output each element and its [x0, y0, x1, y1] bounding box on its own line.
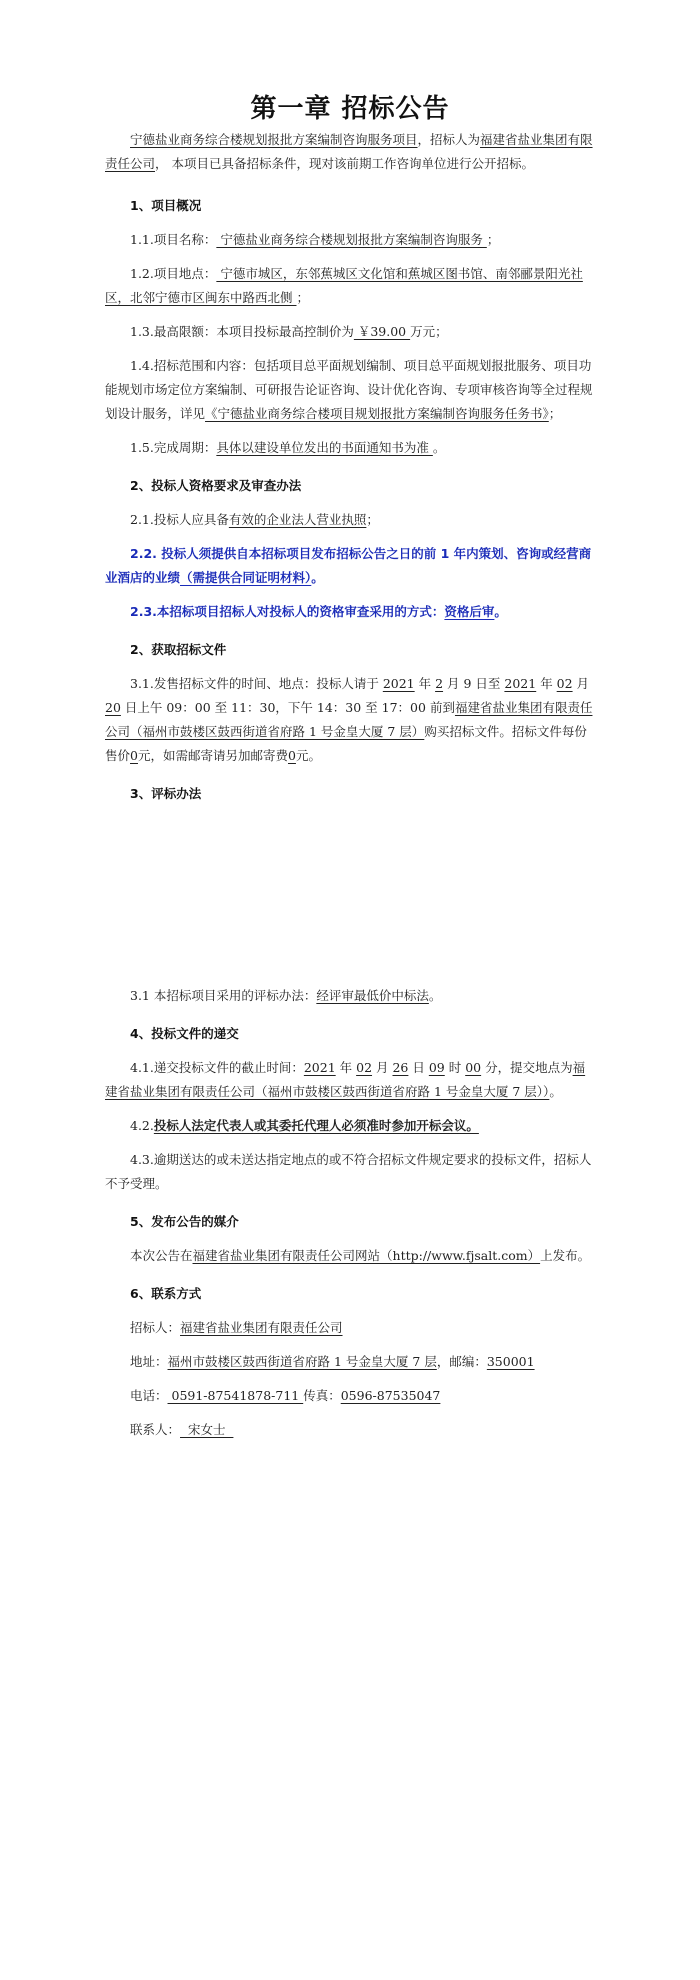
contact-tenderer: [105, 1316, 595, 1340]
contact-person-label: 联系人：: [130, 1422, 181, 1437]
section-4-heading: 3、评标办法: [130, 786, 202, 801]
item-1-4: [105, 354, 595, 426]
item-2-1-value: 有效的企业法人营业执照: [228, 512, 367, 527]
item-1-3-label: 1.3.最高限额：本项目投标最高控制价为: [130, 324, 354, 339]
section-5-heading: 4、投标文件的递交: [130, 1026, 239, 1041]
item-5-2-label: 4.2.: [130, 1118, 154, 1133]
contact-zip-value: 350001: [486, 1354, 535, 1369]
item-3-1-text-1: 3.1.发售招标文件的时间、地点：投标人请于: [130, 676, 383, 691]
deadline-month: 02: [356, 1060, 373, 1075]
item-5-1-text-4: 日: [408, 1060, 429, 1075]
evaluation-method: 经评审最低价中标法: [316, 988, 429, 1003]
media-text-2: 上发布。: [540, 1248, 591, 1263]
item-4-1-label: 3.1 本招标项目采用的评标办法：: [130, 988, 317, 1003]
item-5-1-text-3: 月: [372, 1060, 393, 1075]
item-2-2-value: （需提供合同证明材料）: [180, 570, 312, 585]
item-3-1-text-8: 元，如需邮寄请另加邮寄费: [137, 748, 288, 763]
tenderer-name: 福建省盐业集团有限责任公司: [105, 132, 593, 171]
sale-end-day: 20: [105, 700, 121, 715]
item-1-3-value: ￥39.00: [353, 324, 411, 339]
project-name: 宁德盐业商务综合楼规划报批方案编制咨询服务项目: [130, 132, 418, 147]
contact-fax-value: 0596-87535047: [340, 1388, 441, 1403]
blank-area: [105, 806, 595, 984]
contact-phone-label: 电话：: [130, 1388, 168, 1403]
contact-zip-label: ，邮编：: [436, 1354, 487, 1369]
item-5-1: [105, 1056, 595, 1104]
deadline-day: 26: [392, 1060, 409, 1075]
page-title: 第一章 招标公告: [250, 94, 450, 124]
item-1-5-end: 。: [432, 440, 446, 455]
item-3-1-text-6: 日上午 09：00 至 11：30，下午 14：30 至 17：00 前到: [120, 700, 455, 715]
item-1-3-end: 万元；: [410, 324, 448, 339]
contact-phone: [105, 1384, 595, 1408]
item-2-2: [105, 542, 595, 590]
item-3-1-text-9: 元。: [295, 748, 321, 763]
item-1-2-end: ；: [296, 290, 309, 305]
item-2-1-end: ；: [366, 512, 379, 527]
section-2-heading: 2、投标人资格要求及审查办法: [130, 478, 302, 493]
contact-address-value: 福州市鼓楼区鼓西街道省府路 1 号金皇大厦 7 层: [167, 1354, 437, 1369]
item-5-1-text-5: 时: [444, 1060, 466, 1075]
contact-tenderer-value: 福建省盐业集团有限责任公司: [180, 1320, 343, 1335]
item-1-3: [105, 320, 595, 344]
section-6-heading: 5、发布公告的媒介: [130, 1214, 239, 1229]
document-body: [105, 128, 595, 1442]
item-5-1-text-7: 。: [549, 1084, 562, 1099]
item-3-1-text-2: 年: [414, 676, 436, 691]
contact-address: [105, 1350, 595, 1374]
item-5-1-text-2: 年: [335, 1060, 357, 1075]
deadline-hour: 09: [428, 1060, 445, 1075]
item-1-1-end: ；: [486, 232, 500, 247]
intro-paragraph: [105, 128, 595, 176]
intro-text-b: ， 本项目已具备招标条件，现对该前期工作咨询单位进行公开招标。: [155, 156, 534, 171]
item-2-3: [105, 600, 595, 624]
item-1-1-label: 1.1.项目名称：: [130, 232, 217, 247]
item-1-2-label: 1.2.项目地点：: [130, 266, 217, 281]
deadline-minute: 00: [465, 1060, 482, 1075]
item-2-1: [105, 508, 595, 532]
item-1-2: [105, 262, 595, 310]
sale-end-year: 2021: [504, 676, 537, 691]
postage-fee: 0: [287, 748, 296, 763]
item-1-5-label: 1.5.完成周期：: [130, 440, 217, 455]
item-1-1: [105, 228, 595, 252]
item-3-1-text-3: 月 9 日至: [443, 676, 505, 691]
sale-start-year: 2021: [382, 676, 415, 691]
media-website: 福建省盐业集团有限责任公司网站（http://www.fjsalt.com）: [192, 1248, 541, 1263]
item-4-1: [105, 984, 595, 1008]
item-2-1-label: 2.1.投标人应具备: [130, 512, 229, 527]
contact-tenderer-label: 招标人：: [130, 1320, 181, 1335]
item-5-2-value: 投标人法定代表人或其委托代理人必须准时参加开标会议。: [153, 1118, 479, 1133]
item-1-1-value: 宁德盐业商务综合楼规划报批方案编制咨询服务: [216, 232, 487, 247]
item-4-1-end: 。: [428, 988, 442, 1003]
item-1-5-value: 具体以建设单位发出的书面通知书为准: [216, 440, 433, 455]
sale-end-month: 02: [556, 676, 573, 691]
item-5-1-text-6: 分，提交地点为: [481, 1060, 573, 1075]
section-3-heading: 2、获取招标文件: [130, 642, 227, 657]
item-5-3: 4.3.逾期送达的或未送达指定地点的或不符合招标文件规定要求的投标文件，招标人不予受理。: [105, 1152, 592, 1191]
item-1-2-value: 宁德市城区，东邻蕉城区文化馆和蕉城区图书馆、南邻郦景阳光社区，北邻宁德市区闽东中路西北侧: [105, 266, 583, 305]
submission-place: 福建省盐业集团有限责任公司（福州市鼓楼区鼓西街道省府路 1 号金皇大厦 7 层））: [105, 1060, 586, 1099]
intro-text-a: ，招标人为: [417, 132, 481, 147]
item-3-1: [105, 672, 595, 768]
contact-block: [105, 1316, 595, 1442]
media-text-1: 本次公告在: [130, 1248, 193, 1263]
contact-fax-label: 传真：: [303, 1388, 341, 1403]
media-paragraph: [105, 1244, 595, 1268]
contact-person: [105, 1418, 595, 1442]
item-3-1-text-5: 月: [572, 676, 590, 691]
document-price: 0: [130, 748, 138, 763]
deadline-year: 2021: [303, 1060, 336, 1075]
item-3-1-text-4: 年: [536, 676, 557, 691]
item-2-2-text: 2.2. 投标人须提供自本招标项目发布招标公告之日的前 1 年内策划、咨询或经营商业酒店的业绩: [105, 546, 592, 585]
section-7-heading: 6、联系方式: [130, 1286, 202, 1301]
item-5-1-text-1: 4.1.递交投标文件的截止时间：: [130, 1060, 304, 1075]
item-2-3-text: 2.3.本招标项目招标人对投标人的资格审查采用的方式：: [130, 604, 445, 619]
sale-start-month: 2: [435, 676, 444, 691]
item-3-1-text-7: 购买招标文件。招标文件每份售价: [105, 724, 587, 763]
item-1-4-end: ；: [548, 406, 562, 421]
section-1-heading: 1、项目概况: [130, 198, 202, 213]
contact-phone-value: 0591-87541878-711: [167, 1388, 304, 1403]
item-1-4-document: 《宁德盐业商务综合楼项目规划报批方案编制咨询服务任务书》: [205, 406, 549, 421]
item-1-5: [105, 436, 595, 460]
item-2-3-value: 资格后审: [444, 604, 495, 619]
sale-place: 福建省盐业集团有限责任公司（福州市鼓楼区鼓西街道省府路 1 号金皇大厦 7 层）: [105, 700, 593, 739]
item-1-4-text: 1.4.招标范围和内容：包括项目总平面规划编制、项目总平面规划报批服务、项目功能规划市场定位方案编制、可研报告论证咨询、设计优化咨询、专项审核咨询等全过程规划设计服务，详见: [105, 358, 593, 421]
contact-address-label: 地址：: [130, 1354, 168, 1369]
item-5-2: [105, 1114, 595, 1138]
item-2-2-end: 。: [311, 570, 324, 585]
item-2-3-end: 。: [494, 604, 507, 619]
contact-person-value: 宋女士: [180, 1422, 234, 1437]
